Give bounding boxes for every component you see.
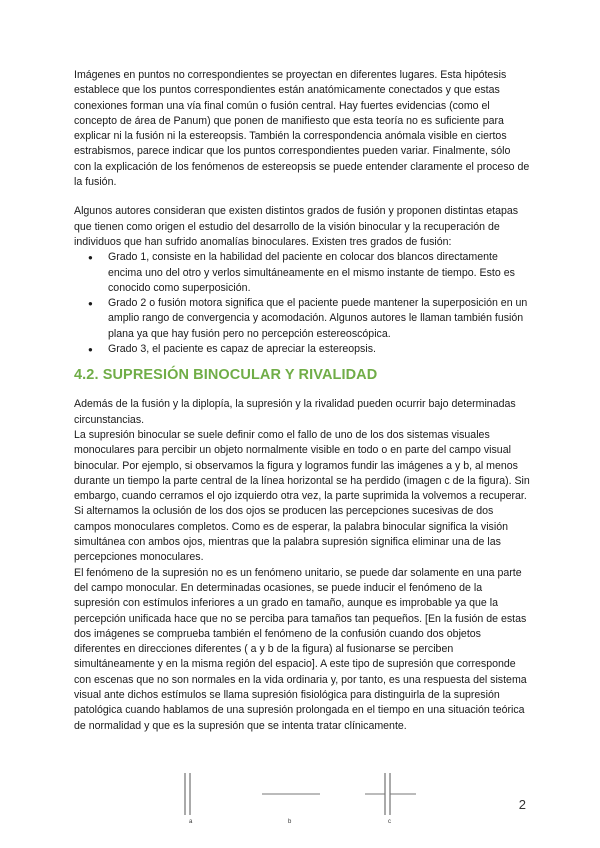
list-item: ● Grado 1, consiste en la habilidad del paciente en colocar dos blancos directamente encima uno del otro y verlos simultáneamente en el mismo instante de tiempo. Esto es conocido como superposición. [108, 250, 530, 296]
intro-paragraph-2: Algunos autores consideran que existen distintos grados de fusión y proponen distintas etapas que tienen como origen el estudio del desarrollo de la visión binocular y la recuperación de individuos que han sufrido anomalías binoculares. Existen tres grados de fusión: [74, 205, 519, 248]
document-body [74, 68, 530, 734]
figure-label-b: b [288, 819, 292, 825]
section-paragraph-3: El fenómeno de la supresión no es un fenómeno unitario, se puede dar solamente en una parte del campo monocular. En determinadas ocasiones, se puede inducir el fenómeno de la supresión con estímulos inferiores a un grado en tamaño, aunque es improbable ya que la percepción unificada hace que no se perciba para tamaños tan pequeños. [En la fusión de estas dos imágenes se comprueba también el fenómeno de la confusión cuando dos objetos diferentes en direcciones diferentes ( a y b de la figura) al fusionarse se perciben simultáneamente y en la misma región del espacio]. A este tipo de supresión que corresponde con escenas que no son normales en la vida ordinaria y, por tanto, es una respuesta del sistema visual ante dichos estímulos se llama supresión fisiológica para distinguirla de la supresión patológica cuando hablamos de una supresión prolongada en el tiempo en una situación teórica de normalidad y que es la supresión que se intenta tratar clínicamente. [74, 566, 527, 732]
section-heading: 4.2. SUPRESIÓN BINOCULAR Y RIVALIDAD [74, 367, 378, 384]
figure-label-c: c [388, 819, 391, 825]
page-number: 2 [518, 797, 526, 812]
section-paragraph-2: La supresión binocular se suele definir como el fallo de uno de los dos sistemas visuales monoculares para percibir un objeto normalmente visible en todo o en parte del campo visual binocular. Por ejemplo, si observamos la figura y logramos fundir las imágenes a y b, al menos durante un tiempo la parte central de la línea horizontal se ha perdido (imagen c de la figura). Sin embargo, cuando cerramos el ojo izquierdo otra vez, la parte suprimida la volvemos a recuperar. Si alternamos la oclusión de los dos ojos se producen las percepciones sucesivas de dos campos monoculares completos. Como es de esperar, la palabra binocular significa la visión simultánea con ambos ojos, mientras que la palabra supresión significa eliminar una de las percepciones monoculares. [74, 428, 530, 564]
list-item: ● Grado 3, el paciente es capaz de apreciar la estereopsis. [108, 342, 530, 357]
section-paragraph-1: Además de la fusión y la diplopía, la supresión y la rivalidad pueden ocurrir bajo determinadas circunstancias. [74, 398, 516, 426]
fusion-grades-list [74, 250, 530, 357]
list-item: ● Grado 2 o fusión motora significa que el paciente puede mantener la superposición en un amplio rango de convergencia y acomodación. Algunos autores le llaman también fusión plana ya que hay fusión pero no percepción estereoscópica. [108, 296, 530, 342]
intro-paragraph-1: Imágenes en puntos no correspondientes se proyectan en diferentes lugares. Esta hipótesis establece que los puntos correspondientes están anatómicamente conectados y que estas conexiones forman una vía final común o fusión central. Hay fuertes evidencias (como el concepto de área de Panum) que ponen de manifiesto que esta teoría no es suficiente para explicar ni la fusión ni la estereopsis. También la correspondencia anómala visible en ciertos estrabismos, parece indicar que los puntos correspondientes pueden variar. Finalmente, sólo con la explicación de los fenómenos de estereopsis se puede entender claramente el proceso de la fusión. [74, 69, 530, 189]
suppression-figure [170, 773, 430, 833]
figure-label-a: a [189, 819, 193, 825]
figure-drawing [170, 773, 430, 833]
